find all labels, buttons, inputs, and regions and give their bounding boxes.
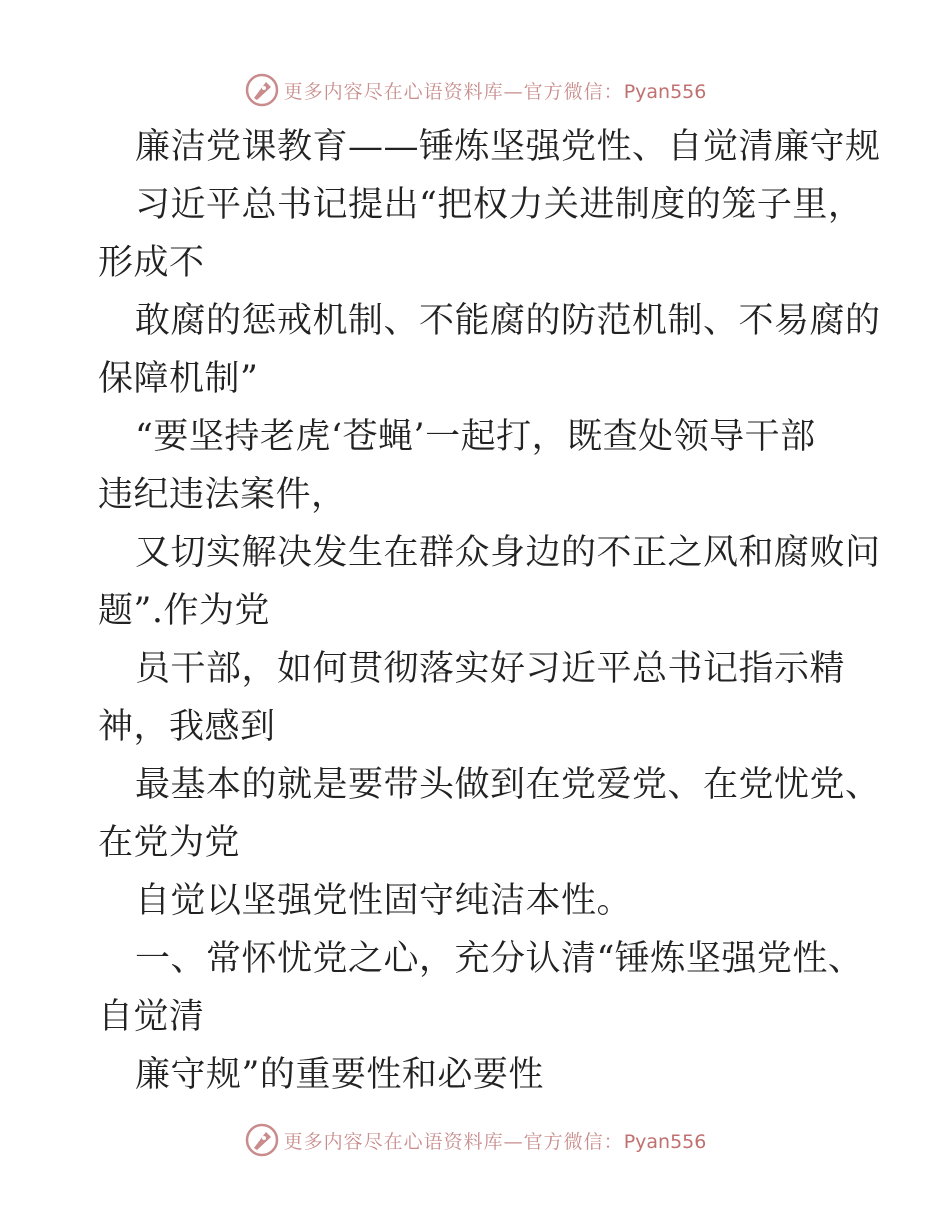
- watermark-main: 更多内容尽在心语资料库: [283, 80, 504, 103]
- paragraph-line: 违纪违法案件，: [98, 475, 347, 515]
- watermark-separator: —: [503, 80, 524, 103]
- paragraph-line: 神，我感到: [98, 707, 276, 747]
- header-watermark: [0, 70, 950, 110]
- paragraph-line: 自觉清: [98, 997, 205, 1037]
- paragraph-line: 习近平总书记提出“把权力关进制度的笼子里，: [135, 185, 864, 225]
- paragraph-line: 员干部，如何贯彻落实好习近平总书记指示精: [135, 649, 846, 689]
- paragraph-line: 在党为党: [98, 823, 241, 863]
- watermark-handle: Pyan556: [623, 1130, 707, 1153]
- watermark-text: [284, 77, 707, 104]
- watermark-prefix: 官方微信：: [523, 80, 624, 103]
- document-body: [98, 118, 881, 1104]
- watermark-separator: —: [503, 1130, 524, 1153]
- paragraph-line: “要坚持老虎‘苍蝇’一起打，既查处领导干部: [135, 417, 816, 457]
- document-title: 廉洁党课教育——锤炼坚强党性、自觉清廉守规: [135, 127, 881, 167]
- paragraph-line: 题”.作为党: [98, 591, 271, 631]
- paragraph-line: 廉守规”的重要性和必要性: [135, 1055, 544, 1095]
- paragraph-line: 自觉以坚强党性固守纯洁本性。: [135, 881, 633, 921]
- watermark-main: 更多内容尽在心语资料库: [283, 1130, 504, 1153]
- paragraph-line: 又切实解决发生在群众身边的不正之风和腐败问: [135, 533, 881, 573]
- paragraph-line: 保障机制”: [98, 359, 259, 399]
- watermark-text: [284, 1127, 707, 1154]
- paragraph-line: 最基本的就是要带头做到在党爱党、在党忧党、: [135, 765, 881, 805]
- pen-nib-circle-icon: [244, 72, 280, 108]
- paragraph-line: 形成不: [98, 243, 205, 283]
- watermark-prefix: 官方微信：: [523, 1130, 624, 1153]
- pen-nib-circle-icon: [244, 1122, 280, 1158]
- paragraph-line: 敢腐的惩戒机制、不能腐的防范机制、不易腐的: [135, 301, 881, 341]
- watermark-handle: Pyan556: [623, 80, 707, 103]
- footer-watermark: [0, 1120, 950, 1160]
- paragraph-line: 一、常怀忧党之心，充分认清“锤炼坚强党性、: [135, 939, 864, 979]
